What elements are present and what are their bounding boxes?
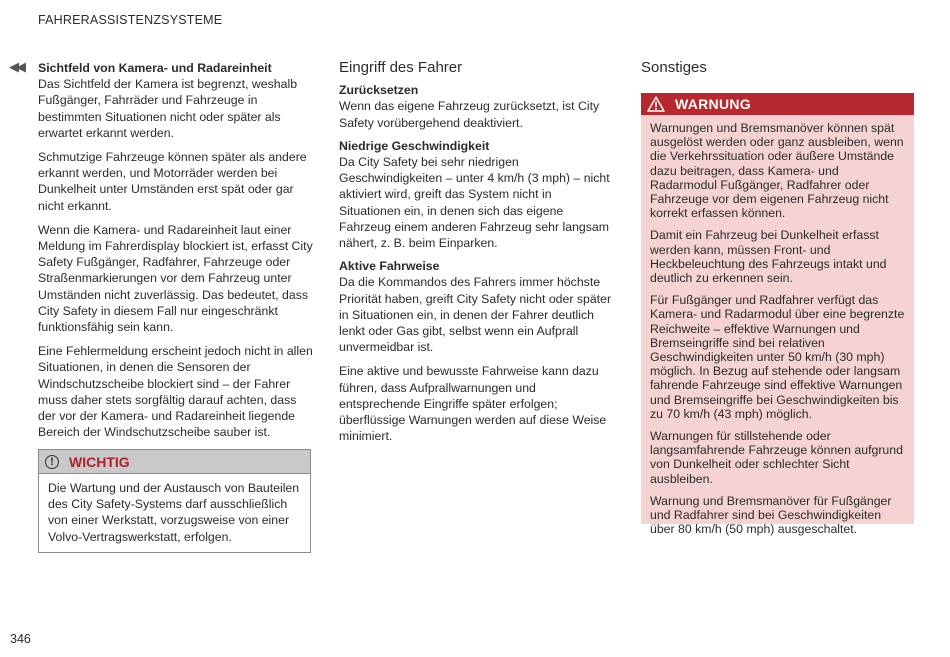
column-left: [38, 60, 313, 447]
exclamation-circle-icon: !: [45, 455, 59, 469]
wichtig-text: Die Wartung und der Austausch von Bauteilen des City Safety-Systems darf ausschließlich von einer Werkstatt, vorzugsweise von einer Volvo-Vertragswerkstatt, erfolgen.: [48, 481, 300, 544]
warnung-title: WARNUNG: [675, 96, 751, 112]
subheading-niedrige-geschwindigkeit: Niedrige Geschwindigkeit: [339, 138, 490, 153]
warnung-notice-box: [641, 93, 914, 537]
warning-paragraph: Warnungen für stillstehende oder langsamfahrende Fahrzeuge können aufgrund von Dunkelheit oder schlechter Sicht ausbleiben.: [650, 429, 903, 486]
warnung-header: [641, 93, 914, 115]
paragraph: Wenn die Kamera- und Radareinheit laut einer Meldung im Fahrerdisplay blockiert ist, erfasst City Safety Fußgänger, Radfahrer, Fahrzeuge oder Straßenmarkierungen vor dem Fahrzeug unter Umständen nicht zuverlässig. Das bedeutet, dass City Safety in diesem Fall nur eingeschränkt funktionsfähig sein kann.: [38, 222, 313, 335]
page-number: 346: [10, 632, 31, 646]
wichtig-title: WICHTIG: [69, 453, 130, 470]
subheading-aktive-fahrweise: Aktive Fahrweise: [339, 259, 440, 274]
warnung-text: [641, 115, 914, 536]
wichtig-header: [39, 450, 310, 474]
paragraph: Schmutzige Fahrzeuge können später als andere erkannt werden, und Motorräder werden bei Dunkelheit unter Umständen erst spät oder gar nicht erkannt.: [38, 150, 307, 213]
paragraph: Wenn das eigene Fahrzeug zurücksetzt, ist City Safety vorübergehend deaktiviert.: [339, 99, 600, 130]
warning-paragraph: Warnungen und Bremsmanöver können spät ausgelöst werden oder ganz ausbleiben, wenn die Verkehrssituation oder äußere Umstände dazu beitragen, dass Kamera- und Radarmodul Fußgänger, Radfahrer oder Fahrzeuge vor dem eigenen Fahrzeug nicht korrekt erfassen können.: [650, 121, 904, 221]
section-title-eingriff: Eingriff des Fahrer: [339, 59, 463, 76]
paragraph: Da City Safety bei sehr niedrigen Geschwindigkeiten – unter 4 km/h (3 mph) – nicht aktiviert wird, greift das System nicht in Situationen ein, in denen sich das eigene Fahrzeug einem anderen Fahrzeug sehr langsam nähert, z. B. beim Einparken.: [339, 155, 610, 251]
warning-paragraph: Warnung und Bremsmanöver für Fußgänger und Radfahrer sind bei Geschwindigkeiten über 80 km/h (50 mph) ausgeschaltet.: [650, 493, 892, 537]
section-title-sonstiges: Sonstiges: [641, 59, 707, 76]
section-heading-camera-radar: Sichtfeld von Kamera- und Radareinheit: [38, 61, 272, 75]
page-header-title: FAHRERASSISTENZSYSTEME: [38, 13, 223, 27]
subheading-zuruecksetzen: Zurücksetzen: [339, 83, 419, 98]
paragraph: Das Sichtfeld der Kamera ist begrenzt, weshalb Fußgänger, Fahrräder und Fahrzeuge in bestimmten Situationen nicht oder später als erwartet erkannt werden.: [38, 77, 298, 140]
column-middle: [339, 60, 614, 451]
paragraph: Eine aktive und bewusste Fahrweise kann dazu führen, dass Aufprallwarnungen und entsprechende Eingriffe später erfolgen; überflüssige Warnungen werden auf diese Weise minimiert.: [339, 364, 607, 444]
warning-triangle-icon: [647, 96, 665, 112]
warning-paragraph: Für Fußgänger und Radfahrer verfügt das Kamera- und Radarmodul über eine begrenzte Reichweite – effektive Warnungen und Bremseingriffe sind bei relativen Geschwindigkeiten unter 50 km/h (30 mph) möglich. In Bezug auf stehende oder langsam fahrende Fahrzeuge sind effektive Warnungen und Bremseingriffe bei Geschwindigkeiten bis zu 70 km/h (43 mph) möglich.: [650, 293, 905, 421]
paragraph: Da die Kommandos des Fahrers immer höchste Priorität haben, greift City Safety nicht oder später in Situationen ein, in denen der Fahrer deutlich lenkt oder Gas gibt, selbst wenn ein Aufprall unvermeidbar ist.: [339, 275, 612, 355]
column-right: [641, 60, 914, 80]
wichtig-notice-box: [38, 449, 311, 553]
back-arrow-icon[interactable]: ◀◀: [9, 59, 23, 74]
warning-paragraph: Damit ein Fahrzeug bei Dunkelheit erfasst werden kann, müssen Front- und Heckbeleuchtung des Fahrzeugs intakt und deutlich zu erkennen sein.: [650, 228, 887, 286]
paragraph: Eine Fehlermeldung erscheint jedoch nicht in allen Situationen, in denen die Sensoren der Windschutzscheibe blockiert sind – der Fahrer muss daher stets sorgfältig darauf achten, dass der vor der Kamera- und Radareinheit liegende Bereich der Windschutzscheibe sauber ist.: [38, 344, 313, 440]
